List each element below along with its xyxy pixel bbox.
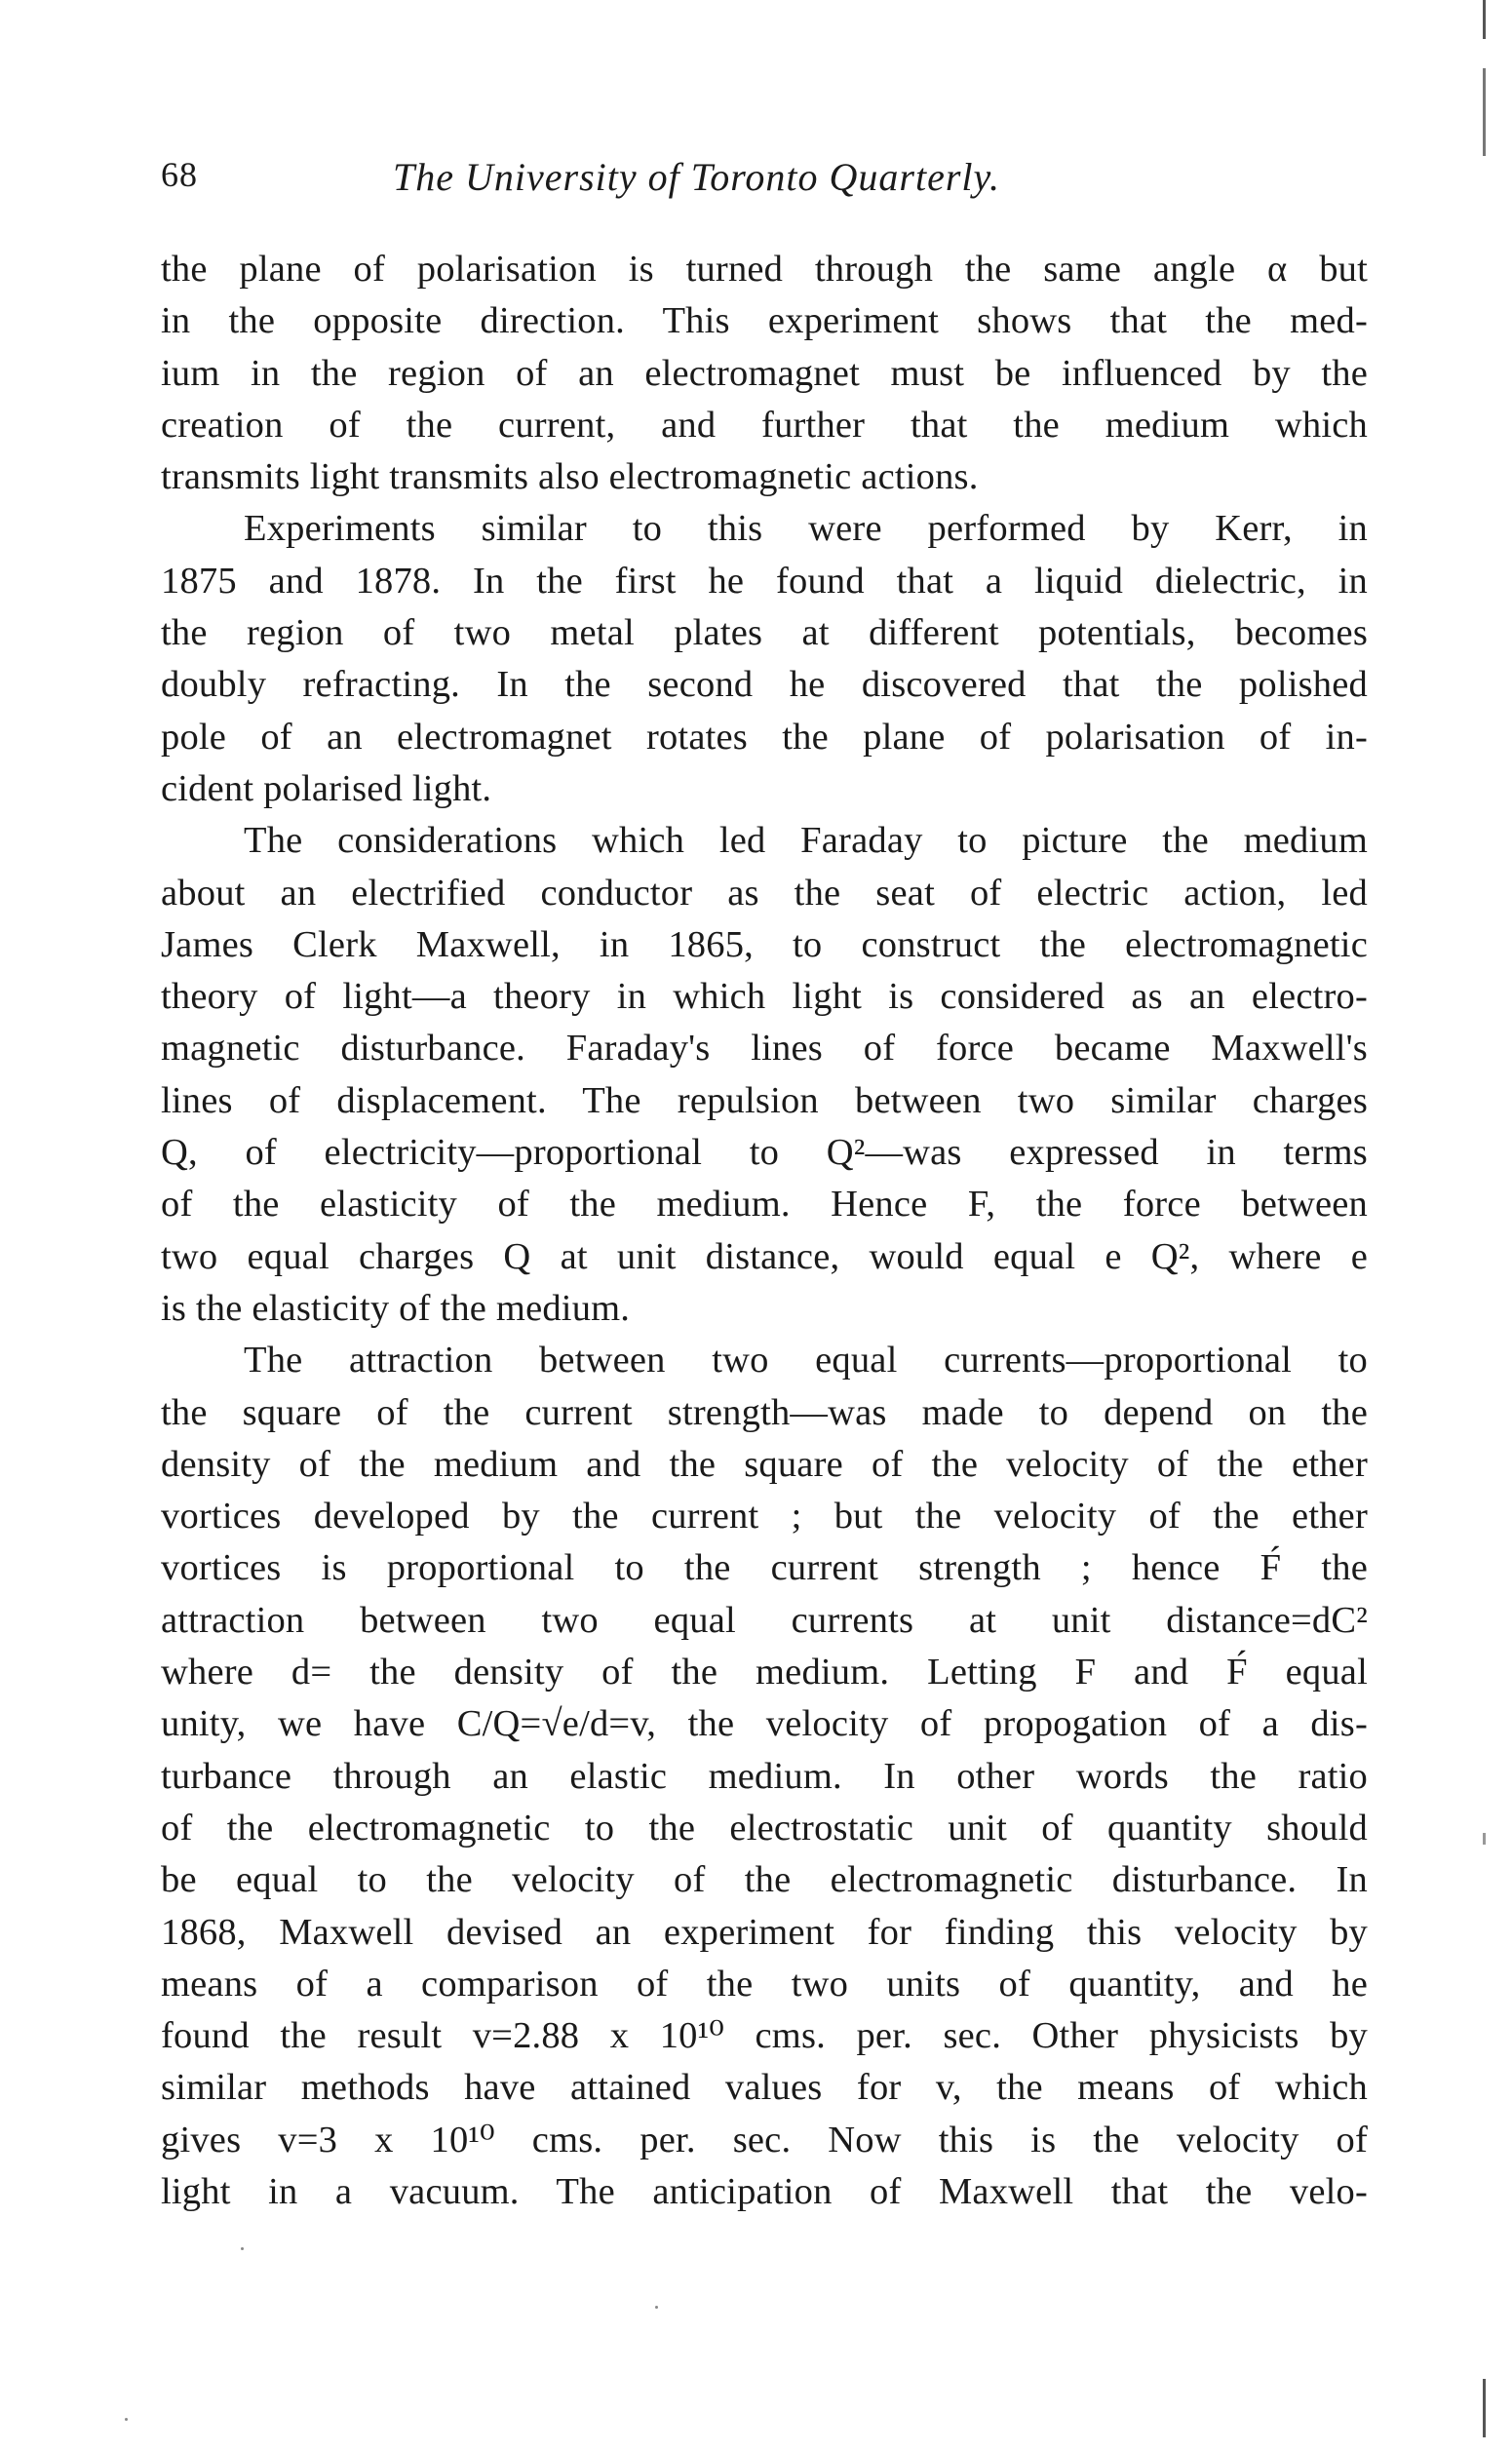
text-line: Q, of electricity—proportional to Q²—was expressed in terms	[161, 1132, 1368, 1174]
text-line: found the result v=2.88 x 10¹⁰ cms. per. sec. Other physicists by	[161, 2015, 1368, 2057]
stray-mark	[241, 2247, 244, 2250]
text-line: ium in the region of an electromagnet must be influenced by the	[161, 352, 1368, 394]
text-line: James Clerk Maxwell, in 1865, to construct the electromagnetic	[161, 923, 1368, 965]
scan-mark	[1483, 2379, 1486, 2437]
stray-mark	[125, 2418, 128, 2421]
text-line: pole of an electromagnet rotates the plane of polarisation of in-	[161, 716, 1368, 758]
text-line: the square of the current strength—was made to depend on the	[161, 1391, 1368, 1433]
text-line: 1875 and 1878. In the first he found that a liquid dielectric, in	[161, 560, 1368, 602]
text-line: the plane of polarisation is turned through the same angle α but	[161, 249, 1368, 290]
text-line: magnetic disturbance. Faraday's lines of force became Maxwell's	[161, 1028, 1368, 1070]
text-line: the region of two metal plates at different potentials, becomes	[161, 612, 1368, 654]
text-line: attraction between two equal currents at unit distance=dC²	[161, 1599, 1368, 1641]
page-header	[161, 154, 1370, 213]
text-line: density of the medium and the square of the velocity of the ether	[161, 1443, 1368, 1485]
text-line: vortices developed by the current ; but the velocity of the ether	[161, 1496, 1368, 1537]
binding-edge	[1479, 0, 1491, 2452]
text-line: of the electromagnetic to the electrostatic unit of quantity should	[161, 1807, 1368, 1849]
scan-mark	[1483, 68, 1486, 156]
text-line: means of a comparison of the two units of quantity, and he	[161, 1963, 1368, 2004]
text-line: of the elasticity of the medium. Hence F, the force between	[161, 1184, 1368, 1226]
text-line: in the opposite direction. This experiment shows that the med-	[161, 300, 1368, 342]
text-line: unity, we have C/Q=√e/d=v, the velocity of propogation of a dis-	[161, 1703, 1368, 1745]
text-line: gives v=3 x 10¹⁰ cms. per. sec. Now this is the velocity of	[161, 2119, 1368, 2160]
text-line: two equal charges Q at unit distance, would equal e Q², where e	[161, 1235, 1368, 1277]
text-line: similar methods have attained values for v, the means of which	[161, 2067, 1368, 2109]
scan-mark	[1483, 0, 1486, 39]
text-line: transmits light transmits also electromagnetic actions.	[161, 456, 979, 498]
text-line: about an electrified conductor as the seat of electric action, led	[161, 872, 1368, 914]
text-line: cident polarised light.	[161, 767, 492, 809]
text-line: doubly refracting. In the second he discovered that the polished	[161, 664, 1368, 706]
text-line: The considerations which led Faraday to picture the medium	[244, 820, 1368, 862]
body-text	[161, 244, 1368, 2218]
page-number: 68	[161, 155, 198, 194]
text-line: lines of displacement. The repulsion between two similar charges	[161, 1079, 1368, 1121]
text-line: where d= the density of the medium. Letting F and F́ equal	[161, 1652, 1368, 1693]
running-title: The University of Toronto Quarterly.	[393, 155, 1001, 199]
text-line: vortices is proportional to the current strength ; hence F́ the	[161, 1547, 1368, 1589]
text-line: Experiments similar to this were performed by Kerr, in	[244, 508, 1368, 550]
text-line: is the elasticity of the medium.	[161, 1287, 631, 1329]
text-line: The attraction between two equal currents—proportional to	[244, 1340, 1368, 1382]
text-line: light in a vacuum. The anticipation of Maxwell that the velo-	[161, 2170, 1368, 2212]
stray-mark	[655, 2306, 658, 2309]
text-line: theory of light—a theory in which light is considered as an electro-	[161, 976, 1368, 1018]
scan-mark	[1483, 1833, 1486, 1845]
text-line: 1868, Maxwell devised an experiment for finding this velocity by	[161, 1911, 1368, 1953]
text-line: creation of the current, and further that the medium which	[161, 404, 1368, 446]
text-line: turbance through an elastic medium. In other words the ratio	[161, 1755, 1368, 1797]
text-line: be equal to the velocity of the electromagnetic disturbance. In	[161, 1859, 1368, 1901]
